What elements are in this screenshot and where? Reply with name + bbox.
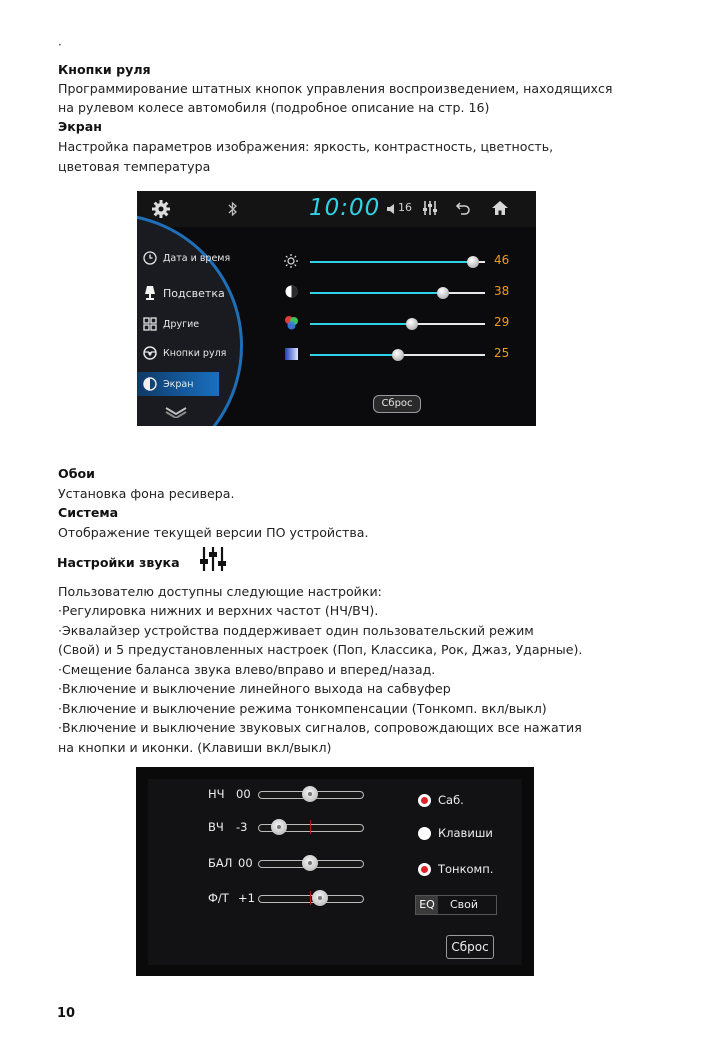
slider-track (398, 354, 485, 356)
menu-item-other[interactable] (143, 317, 199, 331)
display-settings-screenshot (137, 191, 536, 426)
eq-label: EQ (416, 896, 438, 914)
system-heading: Система (58, 505, 119, 520)
menu-item-screen[interactable] (143, 377, 193, 391)
grid-icon (143, 317, 157, 331)
steering-line-2: на рулевом колесе автомобиля (подробное описание на стр. 16) (58, 100, 490, 115)
sound-line-7: ·Включение и выключение режима тонкомпенсации (Тонкомп. вкл/выкл) (58, 701, 547, 716)
bluetooth-icon (226, 201, 240, 217)
slider-track-fill (310, 354, 398, 356)
slider-knob[interactable] (437, 287, 449, 299)
screen-line-2: цветовая температура (58, 159, 211, 174)
back-icon[interactable] (455, 200, 471, 216)
slider-value: 38 (494, 284, 510, 298)
slider-value: 46 (494, 253, 510, 267)
slider-value: 25 (494, 346, 510, 360)
gear-icon[interactable] (151, 199, 171, 219)
slider-track-fill (310, 261, 473, 263)
sound-settings-screenshot (136, 767, 534, 976)
page-number: 10 (57, 1006, 76, 1021)
sound-line-3: ·Эквалайзер устройства поддерживает один пользовательский режим (58, 623, 534, 638)
slider-knob[interactable] (302, 786, 318, 802)
slider-knob[interactable] (271, 819, 287, 835)
screen-line-1: Настройка параметров изображения: яркость, контрастность, цветность, (58, 139, 554, 154)
sound-line-9: на кнопки и иконки. (Клавиши вкл/выкл) (58, 740, 332, 755)
menu-item-label: Кнопки руля (163, 347, 227, 359)
slider-value: 00 (236, 787, 251, 801)
slider-label: Ф/Т (208, 891, 229, 905)
lamp-icon (143, 285, 157, 301)
sound-line-1: Пользователю доступны следующие настройки: (58, 584, 382, 599)
screen-heading: Экран (58, 119, 103, 134)
slider-value: 00 (238, 856, 253, 870)
slider-track (443, 292, 485, 294)
volume-icon (386, 202, 398, 216)
steering-line-1: Программирование штатных кнопок управления воспроизведением, находящихся (58, 81, 613, 96)
color-icon (284, 315, 299, 330)
half-circle-icon (143, 377, 157, 391)
eq-selector[interactable] (415, 895, 497, 915)
slider-track[interactable] (258, 895, 364, 903)
wallpaper-heading: Обои (58, 466, 95, 481)
home-icon[interactable] (491, 199, 509, 217)
menu-item-label: Экран (163, 378, 194, 390)
loudness-toggle[interactable] (418, 863, 431, 876)
reset-button[interactable]: Сброс (373, 395, 421, 413)
volume-level: 16 (398, 201, 412, 214)
sound-line-8: ·Включение и выключение звуковых сигналов, сопровождающих все нажатия (58, 720, 582, 735)
loudness-label: Тонкомп. (438, 862, 494, 876)
slider-knob[interactable] (406, 318, 418, 330)
clock-icon (143, 251, 157, 265)
wallpaper-line: Установка фона ресивера. (58, 486, 235, 501)
brightness-icon (284, 254, 298, 268)
slider-track-fill (310, 292, 443, 294)
menu-item-label: Другие (163, 318, 200, 330)
slider-knob[interactable] (392, 349, 404, 361)
slider-label: ВЧ (208, 820, 224, 834)
center-mark (310, 891, 311, 905)
subwoofer-label: Саб. (438, 793, 464, 807)
slider-track (412, 323, 485, 325)
steering-heading: Кнопки руля (58, 62, 151, 77)
slider-value: 29 (494, 315, 510, 329)
sound-line-2: ·Регулировка нижних и верхних частот (НЧ/ВЧ). (58, 603, 379, 618)
menu-item-steering-buttons[interactable] (143, 346, 226, 360)
system-line: Отображение текущей версии ПО устройства. (58, 525, 369, 540)
clock: 10:00 (309, 195, 381, 221)
slider-value: +1 (238, 891, 255, 905)
contrast-icon (285, 285, 298, 298)
sound-line-5: ·Смещение баланса звука влево/вправо и вперед/назад. (58, 662, 436, 677)
key-sound-toggle[interactable] (418, 827, 431, 840)
eq-value: Свой (450, 898, 479, 911)
slider-label: БАЛ (208, 856, 233, 870)
slider-track-fill (310, 323, 412, 325)
subwoofer-toggle[interactable] (418, 794, 431, 807)
menu-item-label: Подсветка (163, 286, 225, 300)
equalizer-icon[interactable] (423, 200, 437, 216)
key-sound-label: Клавиши (438, 826, 493, 840)
sound-line-4: (Свой) и 5 предустановленных настроек (Поп, Классика, Рок, Джаз, Ударные). (58, 642, 583, 657)
slider-knob[interactable] (302, 855, 318, 871)
status-bar (137, 191, 536, 227)
slider-knob[interactable] (467, 256, 479, 268)
reset-button[interactable]: Сброс (446, 935, 494, 959)
sound-heading: Настройки звука (57, 555, 180, 570)
slider-label: НЧ (208, 787, 225, 801)
menu-item-date-time[interactable] (143, 251, 230, 265)
chevron-down-icon[interactable] (165, 406, 187, 418)
sound-line-6: ·Включение и выключение линейного выхода на сабвуфер (58, 681, 451, 696)
menu-item-backlight[interactable] (143, 285, 225, 301)
equalizer-icon (200, 545, 226, 573)
steering-wheel-icon (143, 346, 157, 360)
center-mark (310, 820, 311, 834)
slider-value: -3 (236, 820, 248, 834)
slider-knob[interactable] (312, 890, 328, 906)
color-temperature-icon (285, 348, 298, 360)
intro-dot: · (58, 38, 62, 52)
menu-item-label: Дата и время (163, 252, 231, 264)
